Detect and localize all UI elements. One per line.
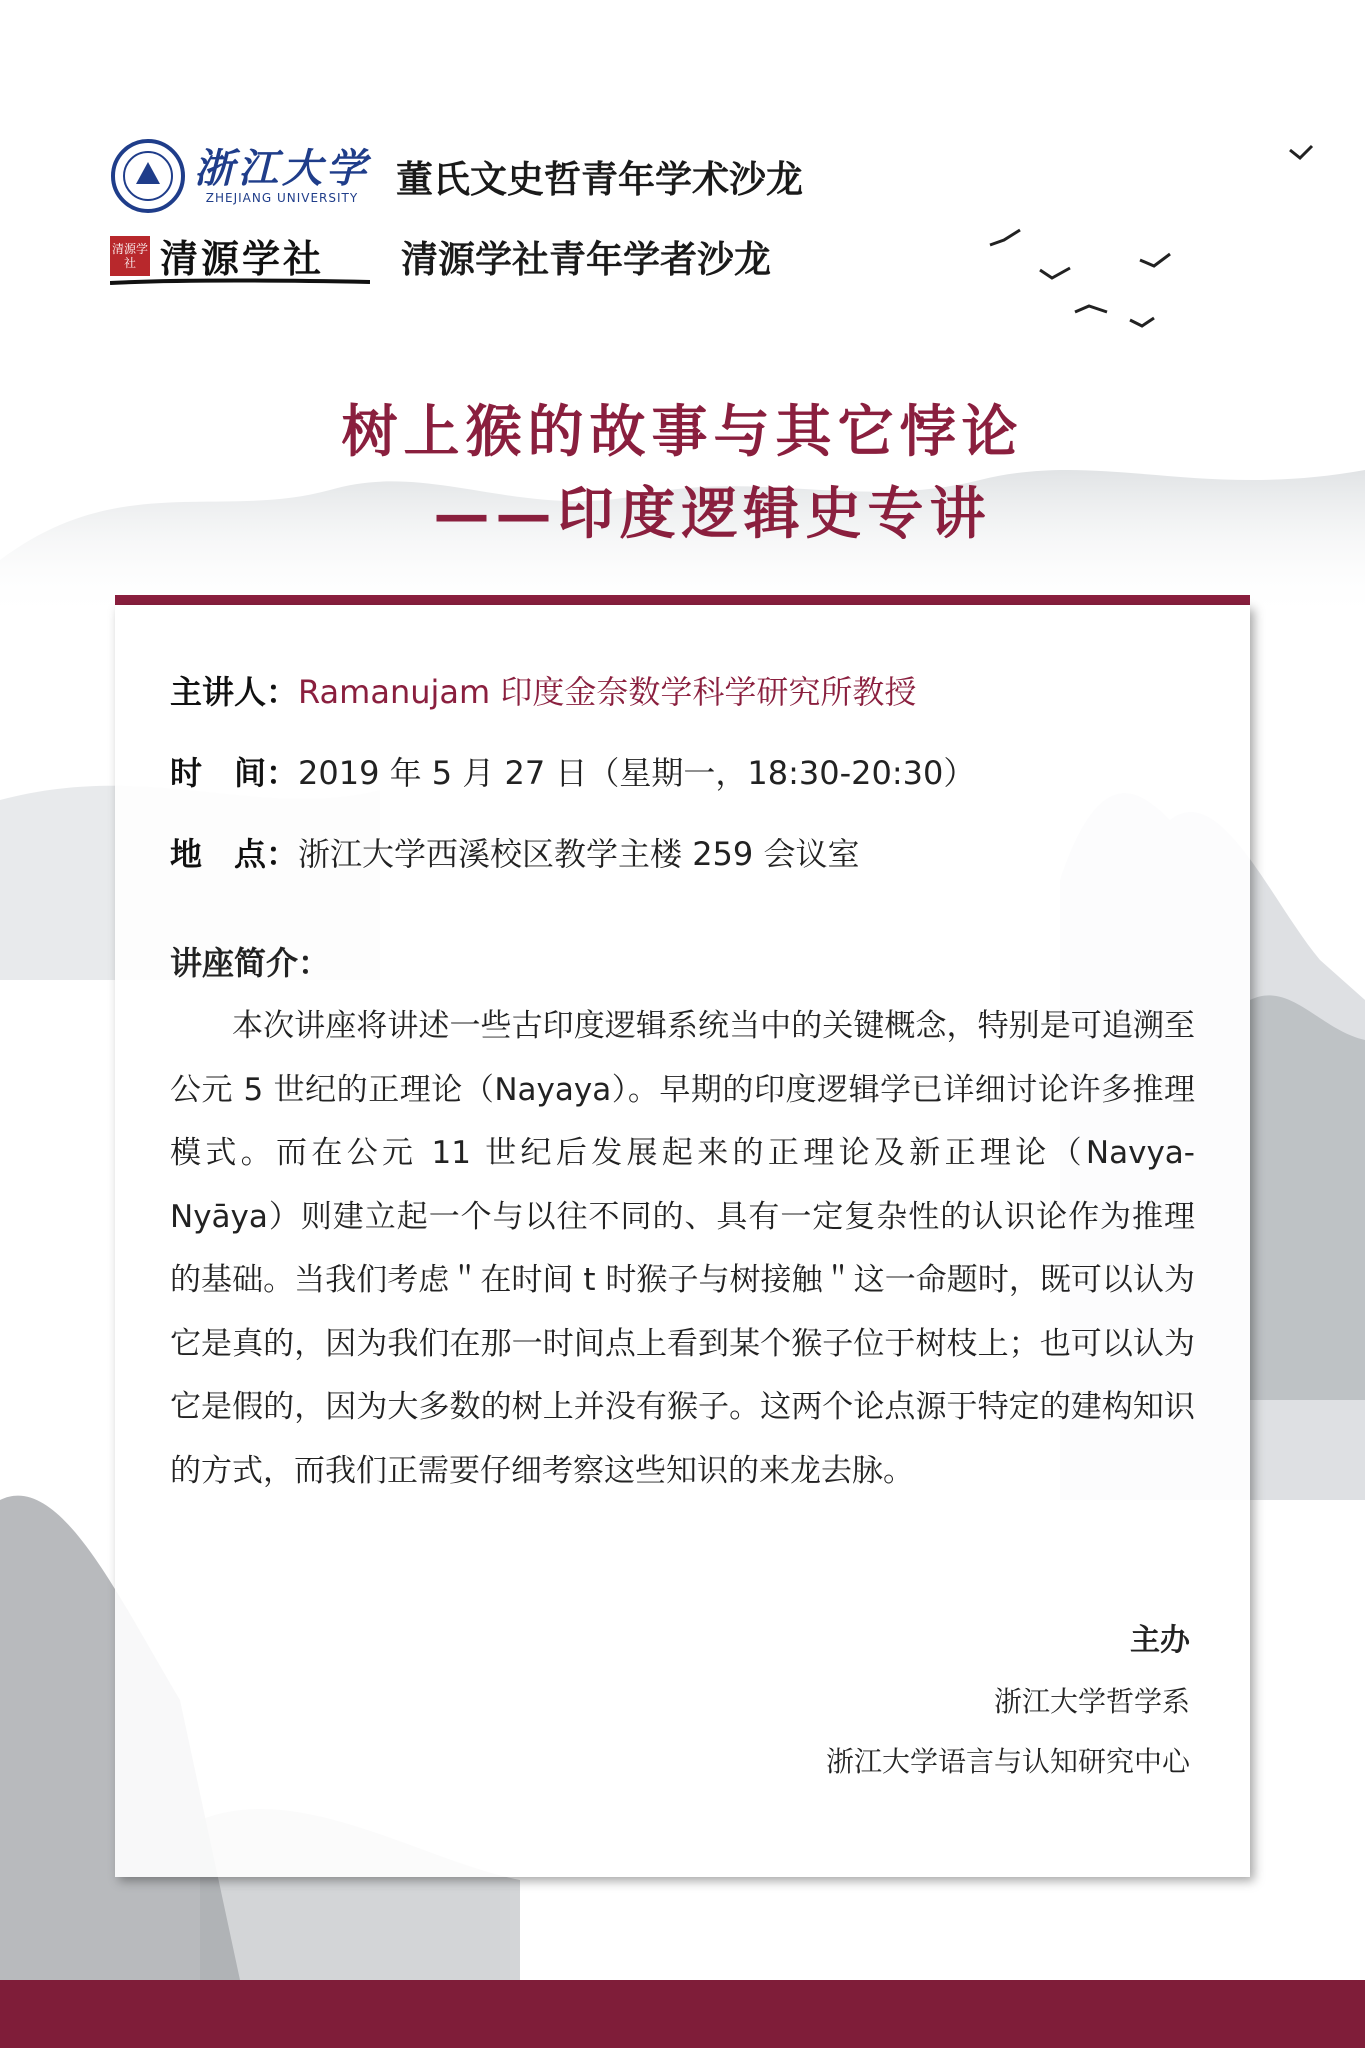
qy-name: 清源学社 [160,236,325,281]
zju-emblem-icon [110,138,186,214]
zju-header-row [110,138,803,214]
intro-body: 本次讲座将讲述一些古印度逻辑系统当中的关键概念，特别是可追溯至公元 5 世纪的正理论（Nayaya）。早期的印度逻辑学已详细讨论许多推理模式。而在公元 11 世纪后发展起来的正理论及新正理论（Navya-Nyāya）则建立起一个与以往不同的、具有一定复杂性的认识论作为推理的基础。当我们考虑＂在时间 t 时猴子与树接触＂这一命题时，既可以认为它是真的，因为我们在那一时间点上看到某个猴子位于树枝上；也可以认为它是假的，因为大多数的树上并没有猴子。这两个论点源于特定的建构知识的方式，而我们正需要仔细考察这些知识的来龙去脉。 [170,1008,1195,1489]
speaker-label: 主讲人： [170,673,299,711]
qy-seal-icon: 清源学社 [110,236,150,276]
content-panel [115,605,1250,1877]
place-row [170,829,859,875]
zju-name-en: ZHEJIANG UNIVERSITY [205,191,359,205]
zju-salon-title: 董氏文史哲青年学术沙龙 [396,158,803,201]
qy-header-row [110,228,771,283]
organizer-heading: 主办 [1130,1623,1190,1658]
speaker-value: Ramanujam 印度金奈数学科学研究所教授 [298,673,917,711]
place-label: 地 点： [170,835,299,873]
qy-salon-title: 清源学社青年学者沙龙 [401,237,771,281]
intro-label: 讲座简介： [170,944,331,982]
zju-name-cn: 浙江大学 [194,145,370,192]
time-label: 时 间： [170,754,299,792]
speaker-row [170,667,916,713]
subtitle: ——印度逻辑史专讲 [433,481,992,547]
time-row [170,748,975,794]
organizer-1: 浙江大学哲学系 [993,1685,1190,1718]
place-value: 浙江大学西溪校区教学主楼 259 会议室 [298,835,860,873]
zju-wordmark [194,147,370,205]
accent-bar [115,595,1250,605]
brush-stroke-icon [110,278,370,286]
flying-birds [990,146,1312,326]
qy-logo [110,228,375,283]
time-value: 2019 年 5 月 27 日（星期一，18:30-20:30） [298,754,976,792]
main-title: 树上猴的故事与其它悖论 [341,399,1024,465]
organizer-2: 浙江大学语言与认知研究中心 [825,1745,1190,1778]
bottom-bar [0,1980,1365,2048]
